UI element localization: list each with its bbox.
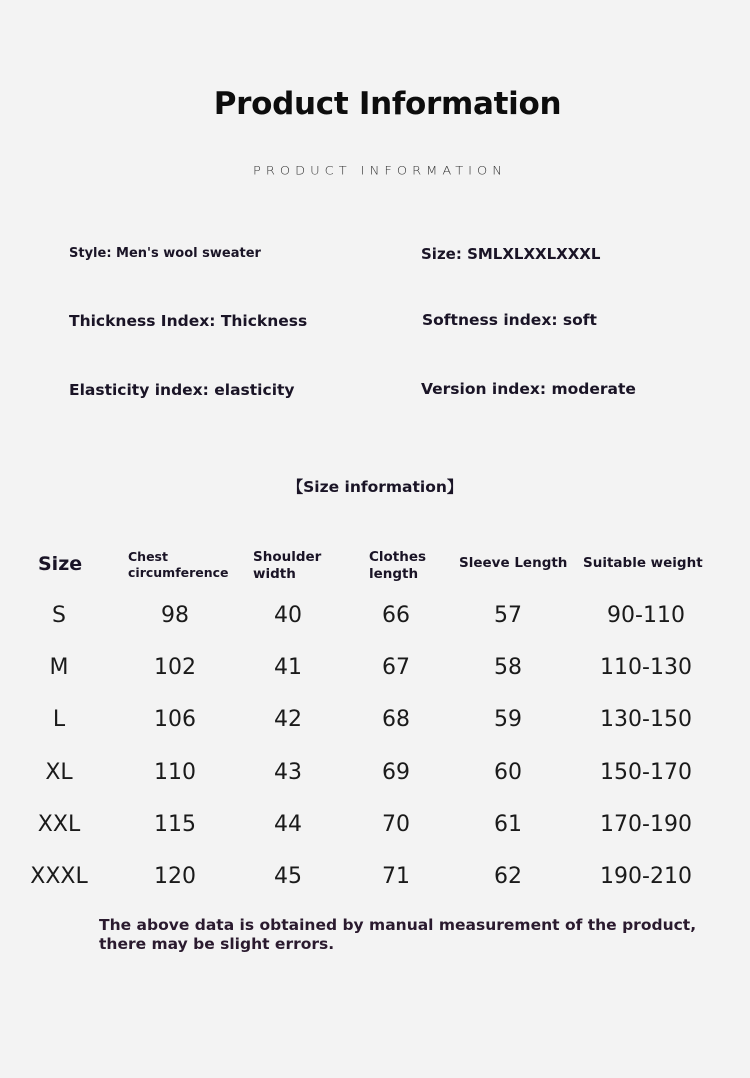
note-line2: there may be slight errors. <box>99 935 335 953</box>
cell-clothes: 66 <box>382 603 410 628</box>
page-title: Product Information <box>213 86 562 122</box>
cell-size: S <box>52 603 66 628</box>
note-line1: The above data is obtained by manual measurement of the product, <box>99 916 697 934</box>
cell-size: L <box>52 707 66 733</box>
header-chest-line2: circumference <box>128 565 229 580</box>
cell-chest: 120 <box>154 864 196 889</box>
measurement-note <box>99 916 696 954</box>
cell-shoulder: 41 <box>274 655 302 681</box>
header-chest-line1: Chest <box>128 549 168 564</box>
cell-chest: 98 <box>161 603 189 628</box>
cell-chest: 110 <box>154 759 196 785</box>
cell-shoulder: 43 <box>274 759 302 785</box>
size-section-title: 【Size information】 <box>287 478 463 496</box>
cell-weight: 170-190 <box>600 811 692 837</box>
attr-size: Size: SMLXLXXLXXXL <box>421 245 601 263</box>
cell-weight: 130-150 <box>600 707 692 733</box>
attr-thickness: Thickness Index: Thickness <box>69 312 308 330</box>
header-clothes <box>369 549 426 583</box>
cell-sleeve: 62 <box>494 864 522 889</box>
cell-weight: 190-210 <box>600 864 692 889</box>
cell-size: XXXL <box>30 864 88 889</box>
cell-size: XXL <box>37 811 81 837</box>
header-shoulder-line1: Shoulder <box>253 549 322 565</box>
cell-shoulder: 44 <box>274 811 302 837</box>
cell-size: XL <box>45 759 73 785</box>
header-size: Size <box>38 553 83 575</box>
cell-clothes: 69 <box>382 759 410 785</box>
header-sleeve: Sleeve Length <box>459 555 568 571</box>
cell-shoulder: 40 <box>274 603 302 628</box>
cell-chest: 115 <box>154 811 196 837</box>
attr-style: Style: Men's wool sweater <box>69 246 261 261</box>
attr-version: Version index: moderate <box>421 380 636 398</box>
attr-elasticity: Elasticity index: elasticity <box>69 381 295 399</box>
header-chest <box>128 549 229 581</box>
cell-sleeve: 61 <box>494 811 522 837</box>
header-clothes-line2: length <box>369 566 419 582</box>
cell-weight: 90-110 <box>607 603 685 628</box>
cell-shoulder: 45 <box>274 864 302 889</box>
header-shoulder <box>253 549 321 583</box>
cell-clothes: 70 <box>382 811 410 837</box>
cell-sleeve: 58 <box>494 655 522 681</box>
page-subtitle: PRODUCT INFORMATION <box>253 165 507 178</box>
header-weight: Suitable weight <box>583 555 703 571</box>
cell-weight: 110-130 <box>600 655 692 681</box>
cell-sleeve: 59 <box>494 707 522 733</box>
header-shoulder-line2: width <box>253 566 296 582</box>
cell-clothes: 71 <box>382 864 410 889</box>
header-clothes-line1: Clothes <box>369 549 427 565</box>
cell-weight: 150-170 <box>600 759 692 785</box>
cell-chest: 102 <box>154 655 196 681</box>
cell-size: M <box>49 655 69 681</box>
cell-sleeve: 57 <box>494 603 522 628</box>
cell-shoulder: 42 <box>274 707 302 733</box>
cell-sleeve: 60 <box>494 759 522 785</box>
attr-softness: Softness index: soft <box>422 311 597 329</box>
cell-clothes: 68 <box>382 707 410 733</box>
cell-chest: 106 <box>154 707 196 733</box>
cell-clothes: 67 <box>382 655 410 681</box>
